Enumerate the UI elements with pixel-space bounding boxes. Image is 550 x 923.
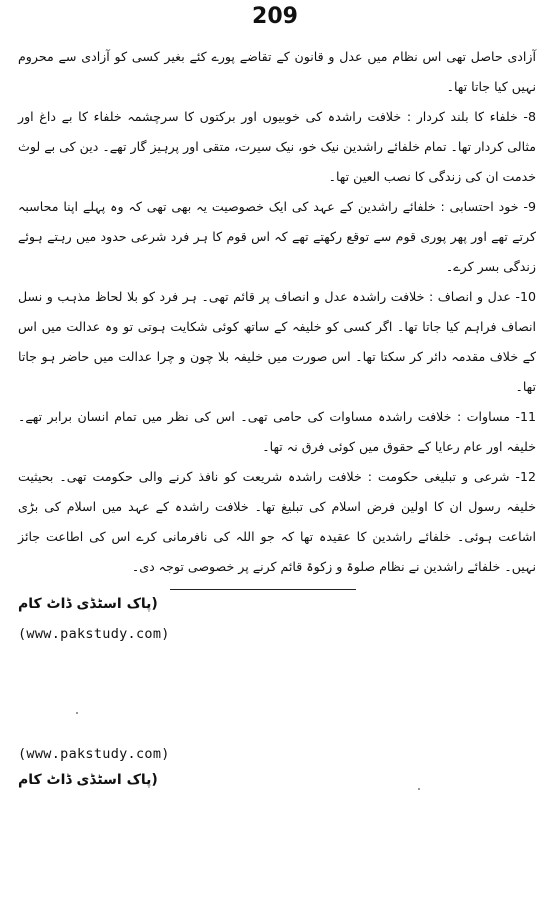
footer-site-url[interactable]: (www.pakstudy.com) (18, 626, 170, 642)
footer-site-url-repeat[interactable]: (www.pakstudy.com) (18, 746, 170, 762)
footer-site-name-urdu: (پاک اسٹڈی ڈاٹ کام (18, 596, 158, 612)
paragraph-11-equality: 11- مساوات : خلافت راشدہ مساوات کی حامی تھی۔ اس کی نظر میں تمام انسان برابر تھے۔ خلیفہ اور عام رعایا کے حقوق میں کوئی فرق نہ تھا۔ (18, 409, 536, 454)
paragraph-10-justice: 10- عدل و انصاف : خلافت راشدہ عدل و انصاف پر قائم تھی۔ ہر فرد کو بلا لحاظ مذہب و نسل انصاف فراہم کیا جاتا تھا۔ اگر کسی کو خلیفہ کے ساتھ کوئی شکایت ہوتی تو وہ عدالت میں اس کے خلاف مقدمہ دائر کر سکتا تھا۔ اس صورت میں خلیفہ بلا چون و چرا عدالت میں حاضر ہو جاتا تھا۔ (18, 289, 536, 394)
speck-mark (418, 788, 420, 790)
speck-mark (76, 712, 78, 714)
paragraph-intro: آزادی حاصل تھی اس نظام میں عدل و قانون کے تقاضے پورے کئے بغیر کسی کو آزادی سے محروم نہیں کیا جاتا تھا۔ (18, 49, 536, 94)
page-number: 209 (252, 4, 298, 29)
body-text (18, 42, 536, 582)
section-divider (170, 589, 356, 590)
footer-site-name-urdu-repeat: (پاک اسٹڈی ڈاٹ کام (18, 772, 158, 788)
paragraph-9-self-accountability: 9- خود احتسابی : خلفائے راشدین کے عہد کی ایک خصوصیت یہ بھی تھی کہ وہ پہلے اپنا محاسبہ کرتے تھے اور پھر پوری قوم سے توقع رکھتے تھے کہ اس قوم کا ہر فرد شرعی حدود میں رہتے ہوئے زندگی بسر کرے۔ (18, 199, 536, 274)
paragraph-8-leadership-character: 8- خلفاء کا بلند کردار : خلافت راشدہ کی خوبیوں اور برکتوں کا سرچشمہ خلفاء کا بے داغ اور مثالی کردار تھا۔ تمام خلفائے راشدین نیک خو، نیک سیرت، متقی اور پرہیز گار تھے۔ دین کی بے لوث خدمت ان کی زندگی کا نصب العین تھا۔ (18, 109, 536, 184)
paragraph-12-sharia-government: 12- شرعی و تبلیغی حکومت : خلافت راشدہ شریعت کو نافذ کرنے والی حکومت تھی۔ بحیثیت خلیفہ رسول ان کا اولین فرض اسلام کی تبلیغ تھا۔ خلافت راشدہ کے عہد میں اسلام کی بڑی اشاعت ہوئی۔ خلفائے راشدین کا عقیدہ تھا کہ جو اللہ کی نافرمانی کرے اس کی اطاعت جائز نہیں۔ خلفائے راشدین نے نظام صلوۃ و زکوۃ قائم کرنے پر خصوصی توجہ دی۔ (18, 469, 536, 574)
